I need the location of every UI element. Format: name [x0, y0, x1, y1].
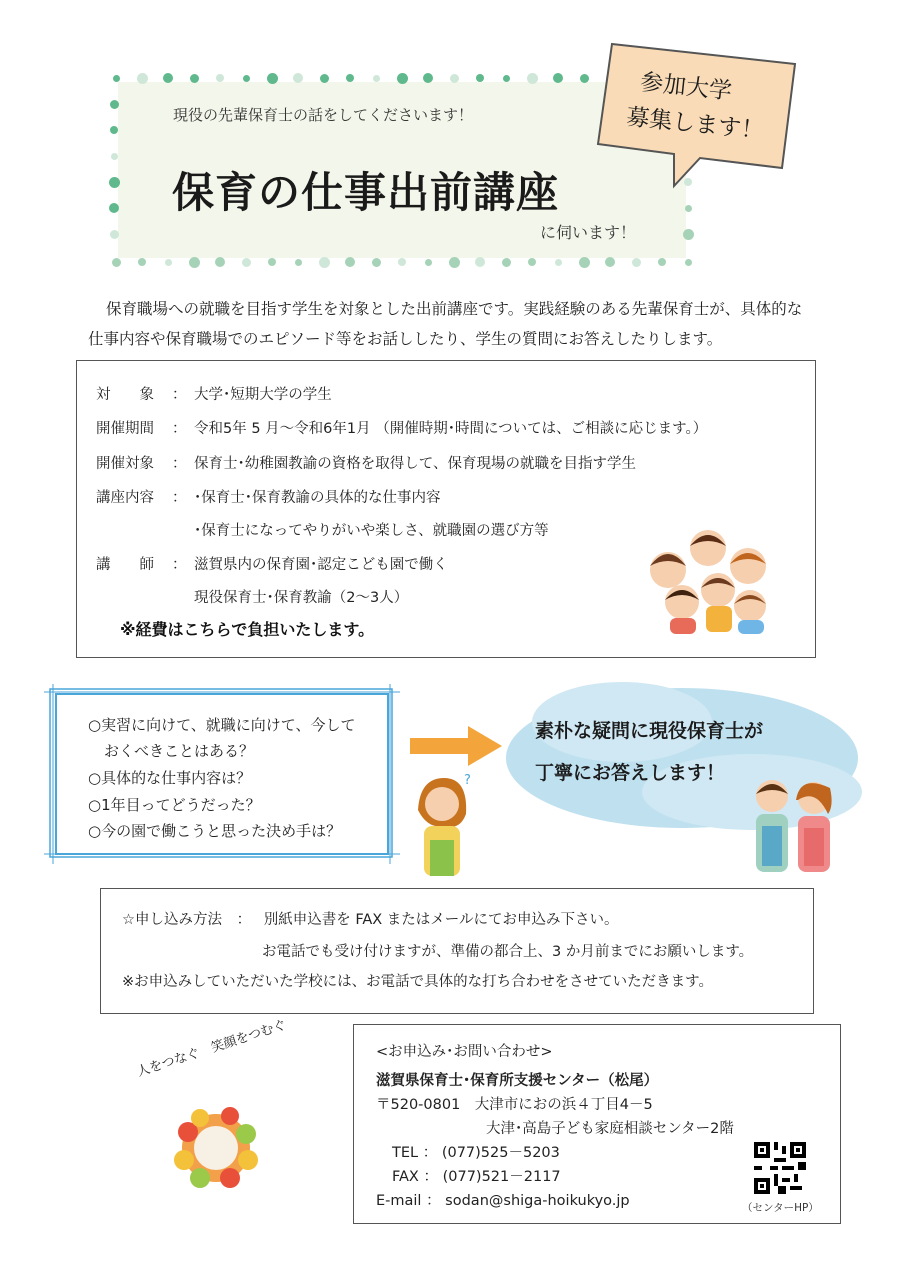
intro-paragraph: 保育職場への就職を目指す学生を対象とした出前講座です。実践経験のある先輩保育士が、具体的な仕事内容や保育職場でのエピソード等をお話ししたり、学生の質問にお答えしたりします。 [88, 300, 803, 348]
question-2: ○具体的な仕事内容は？ [88, 769, 252, 787]
banner-dot [215, 257, 225, 267]
info-value: 令和5年 5 月～令和6年1月 （開催時期･時間については、ご相談に応じます。） [194, 421, 708, 437]
cloud-text [535, 710, 763, 794]
header-suffix: に伺います！ [540, 223, 637, 242]
info-row-lecturer [96, 553, 448, 574]
banner-dot [112, 258, 121, 267]
banner-dot [450, 74, 459, 83]
banner-dot [137, 73, 148, 84]
logo-slogan: 人をつなぐ 笑顔をつむぐ [135, 1017, 289, 1081]
contact-address-1: 〒520-0801 大津市におの浜４丁目4－5 [376, 1097, 653, 1113]
apply-line-2: お電話でも受け付けますが、準備の都合上、3 か月前までにお願いします。 [262, 944, 754, 960]
info-sep: ： [172, 387, 187, 403]
question-1: ○実習に向けて、就職に向けて、今して [88, 716, 356, 734]
info-value: ･保育士･保育教諭の具体的な仕事内容 [194, 490, 441, 506]
header-subtitle: 現役の先輩保育士の話をしてくださいます！ [173, 106, 474, 124]
banner-dot [110, 100, 119, 109]
contact-address-2: 大津･高島子ども家庭相談センター2階 [486, 1121, 734, 1137]
banner-dot [190, 74, 199, 83]
banner-dot [372, 258, 381, 267]
info-value: 現役保育士･保育教諭（2～3人） [194, 590, 409, 606]
info-value: 大学･短期大学の学生 [194, 387, 332, 403]
banner-dot [320, 74, 329, 83]
banner-dot [110, 230, 119, 239]
banner-dot [293, 73, 303, 83]
woman-thinking-illustration [410, 770, 480, 876]
banner-dot [553, 73, 563, 83]
banner-dot [243, 75, 250, 82]
info-value: 滋賀県内の保育園･認定こども園で働く [194, 557, 448, 573]
apply-label: ☆申し込み方法 [122, 912, 222, 928]
info-value: 保育士･幼稚園教諭の資格を取得して、保育現場の就職を目指す学生 [194, 456, 636, 472]
contact-fax: FAX ： (077)521－2117 [392, 1169, 561, 1185]
banner-dot [683, 229, 694, 240]
bubble-line-2: 募集します！ [625, 104, 766, 145]
banner-dot [632, 258, 641, 267]
info-row-target [96, 383, 332, 404]
info-row-content [96, 486, 441, 507]
banner-dot [189, 257, 200, 268]
banner-dot [110, 126, 118, 134]
banner-dot [268, 258, 276, 266]
banner-dot [476, 74, 484, 82]
info-label: 講 師 [96, 557, 154, 573]
question-4: ○今の園で働こうと思った決め手は？ [88, 822, 342, 840]
apply-note: ※お申込みしていただいた学校には、お電話で具体的な打ち合わせをさせていただきます。 [122, 974, 713, 990]
banner-dot [580, 74, 589, 83]
info-row-period [96, 417, 707, 438]
question-1-cont: おくべきことはある？ [104, 742, 255, 760]
banner-dot [373, 75, 380, 82]
banner-dot [685, 205, 692, 212]
info-sep: ： [172, 490, 187, 506]
question-3: ○1年目ってどうだった？ [88, 796, 261, 814]
banner-dot [109, 177, 120, 188]
children-illustration [638, 524, 786, 636]
banner-dot [397, 73, 408, 84]
banner-dot [579, 257, 590, 268]
cost-note: ※経費はこちらで負担いたします。 [120, 620, 375, 639]
banner-dot [295, 259, 302, 266]
qr-code-icon[interactable] [754, 1142, 806, 1194]
contact-heading: <お申込み･お問い合わせ> [376, 1044, 553, 1060]
banner-dot [605, 257, 615, 267]
info-row-content-2 [96, 519, 549, 540]
contact-tel: TEL ： (077)525－5203 [392, 1145, 560, 1161]
info-sep: ： [172, 557, 187, 573]
banner-dot [242, 258, 251, 267]
banner-dot [685, 259, 692, 266]
banner-dot [423, 73, 433, 83]
page-title: 保育の仕事出前講座 [172, 168, 560, 217]
banner-dot [346, 74, 354, 82]
qr-caption: （センターHP） [742, 1202, 819, 1214]
apply-sep: ： [236, 912, 252, 928]
banner-dot [658, 258, 666, 266]
banner-dot [163, 73, 173, 83]
banner-dot [527, 73, 538, 84]
teachers-illustration [740, 770, 848, 876]
banner-dot [502, 258, 511, 267]
info-sep: ： [172, 421, 187, 437]
cloud-line-2: 丁寧にお答えします！ [535, 762, 726, 784]
banner-dot [345, 257, 355, 267]
banner-dot [503, 75, 510, 82]
banner-dot [555, 259, 562, 266]
banner-dot [398, 258, 406, 266]
arrow-right-icon [410, 726, 502, 766]
banner-dot [475, 257, 485, 267]
info-sep: ： [172, 456, 187, 472]
banner-dot [528, 258, 536, 266]
contact-org: 滋賀県保育士･保育所支援センター（松尾） [376, 1073, 659, 1089]
banner-dot [138, 258, 146, 266]
banner-dot [113, 75, 120, 82]
apply-method-row [122, 908, 619, 929]
banner-dot [319, 257, 330, 268]
info-label: 開催対象 [96, 456, 154, 472]
svg-text:?: ? [464, 773, 471, 788]
cloud-line-1: 素朴な疑問に現役保育士が [535, 720, 764, 742]
info-row-audience [96, 452, 636, 473]
info-label: 開催期間 [96, 421, 154, 437]
info-row-lecturer-2 [96, 586, 408, 607]
banner-dot [425, 259, 432, 266]
banner-dot [111, 153, 118, 160]
banner-dot [216, 74, 224, 82]
apply-line-1: 別紙申込書を FAX またはメールにてお申込み下さい。 [263, 912, 619, 928]
banner-dot [165, 259, 172, 266]
info-value: ･保育士になってやりがいや楽しさ、就職園の選び方等 [194, 523, 549, 539]
banner-dot [109, 203, 119, 213]
bubble-line-1: 参加大学 [638, 69, 734, 105]
banner-dot [449, 257, 460, 268]
info-label: 対 象 [96, 387, 154, 403]
info-label: 講座内容 [96, 490, 154, 506]
banner-dot [267, 73, 278, 84]
contact-email[interactable]: E-mail ： sodan@shiga-hoikukyo.jp [376, 1193, 630, 1209]
